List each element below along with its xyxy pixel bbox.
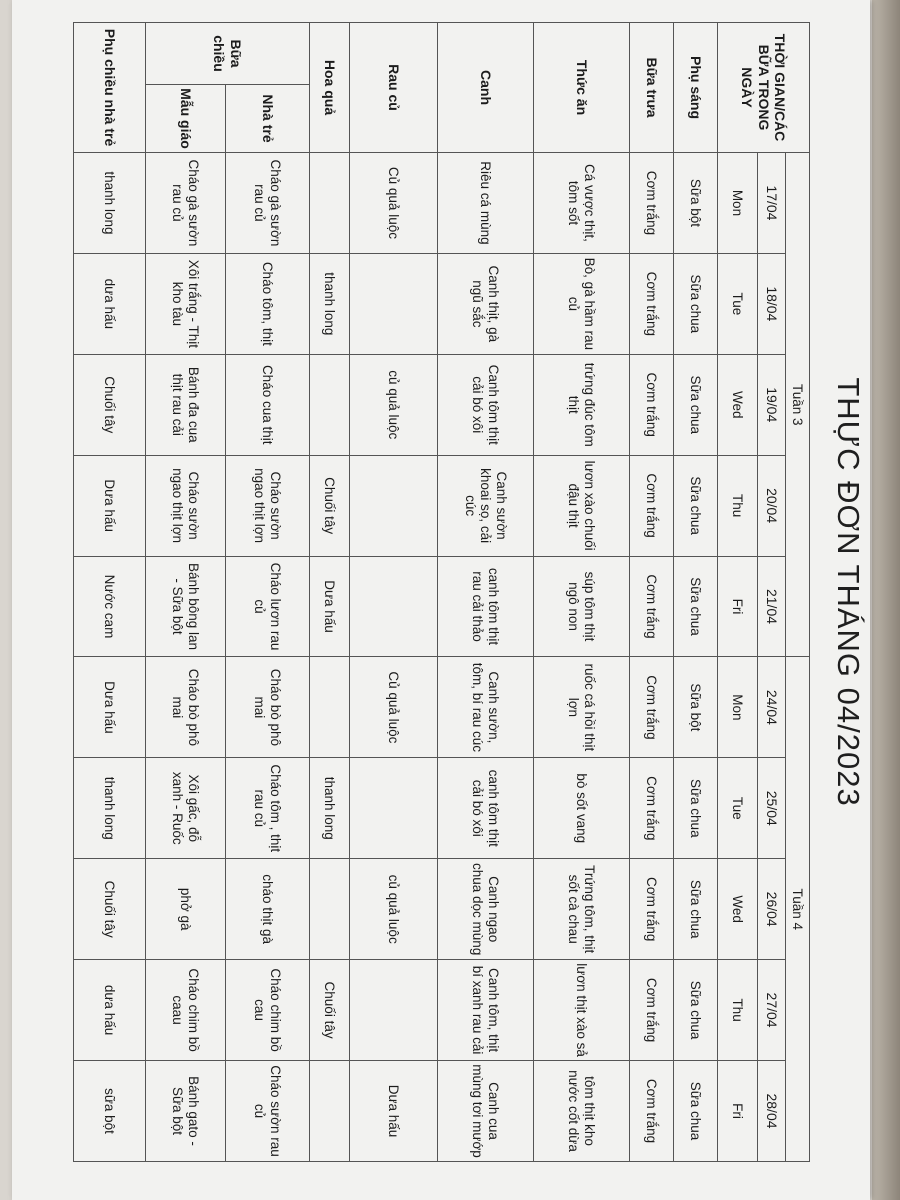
menu-cell: Canh thịt, gà ngũ sắc <box>438 253 534 354</box>
menu-cell <box>310 1061 350 1162</box>
menu-cell <box>350 556 438 657</box>
menu-cell: Sữa chua <box>674 354 718 455</box>
menu-cell: Cháo cua thịt <box>226 354 310 455</box>
date-cell: 27/04 <box>758 960 786 1061</box>
menu-cell: Sữa chua <box>674 253 718 354</box>
date-cell: 17/04 <box>758 153 786 254</box>
hoa-qua-row <box>310 23 350 1162</box>
menu-cell: Cháo sườn rau củ <box>226 1061 310 1162</box>
menu-cell: Bánh đa cua thịt rau cải <box>146 354 226 455</box>
menu-cell: Sữa chua <box>674 859 718 960</box>
menu-cell: sữa bột <box>74 1061 146 1162</box>
date-cell: 24/04 <box>758 657 786 758</box>
menu-cell: phở gà <box>146 859 226 960</box>
menu-cell: Cơm trắng <box>630 960 674 1061</box>
menu-cell: lươn thịt xào sả <box>534 960 630 1061</box>
menu-cell: Cháo chim bồ cau <box>226 960 310 1061</box>
menu-cell: Sữa bột <box>674 153 718 254</box>
menu-cell: Canh ngao chua dọc mùng <box>438 859 534 960</box>
menu-cell: Cơm trắng <box>630 153 674 254</box>
row-label-bua-chieu: Bữa chiều <box>146 23 310 85</box>
day-cell: Tue <box>718 758 758 859</box>
menu-cell: thanh long <box>310 253 350 354</box>
menu-cell: Cháo gà sườn rau củ <box>146 153 226 254</box>
menu-cell: súp tôm thịt ngô non <box>534 556 630 657</box>
menu-cell: thanh long <box>310 758 350 859</box>
menu-cell <box>350 758 438 859</box>
corner-header: THỜI GIAN/CÁC BỮA TRONG NGÀY <box>718 23 810 153</box>
menu-cell: lươn xào chuối đậu thịt <box>534 455 630 556</box>
menu-cell: Sữa chua <box>674 455 718 556</box>
menu-cell: Cháo lươn rau củ <box>226 556 310 657</box>
menu-cell: Bánh bông lan - Sữa bột <box>146 556 226 657</box>
menu-cell: Sữa bột <box>674 657 718 758</box>
menu-cell <box>350 960 438 1061</box>
menu-cell: Sữa chua <box>674 758 718 859</box>
menu-cell <box>350 455 438 556</box>
week-header-row <box>786 23 810 1162</box>
menu-cell: Cơm trắng <box>630 657 674 758</box>
menu-cell: Dưa hấu <box>74 657 146 758</box>
menu-cell <box>310 153 350 254</box>
menu-cell: Cháo bò phô mai <box>226 657 310 758</box>
menu-cell: Sữa chua <box>674 960 718 1061</box>
day-cell: Wed <box>718 354 758 455</box>
menu-cell: Chuối tây <box>74 859 146 960</box>
menu-cell: Bò, gà hầm rau củ <box>534 253 630 354</box>
menu-paper <box>12 0 870 1200</box>
menu-cell: Xôi trắng - Thịt kho tàu <box>146 253 226 354</box>
date-cell: 26/04 <box>758 859 786 960</box>
row-label-rau-cu: Rau củ <box>350 23 438 153</box>
menu-cell: Cháo chim bồ caau <box>146 960 226 1061</box>
menu-cell: Nước cam <box>74 556 146 657</box>
menu-cell: Chuối tây <box>310 960 350 1061</box>
menu-cell: Cháo tôm, thịt <box>226 253 310 354</box>
menu-cell: Canh sườn khoai sọ, cải cúc <box>438 455 534 556</box>
menu-cell: Canh tôm thịt cải bó xôi <box>438 354 534 455</box>
day-cell: Thu <box>718 455 758 556</box>
menu-table <box>73 22 810 1162</box>
menu-cell: củ quả luộc <box>350 354 438 455</box>
notebook-edge <box>872 0 900 1200</box>
date-cell: 18/04 <box>758 253 786 354</box>
menu-cell: Dưa hấu <box>350 1061 438 1162</box>
menu-cell: Cơm trắng <box>630 1061 674 1162</box>
menu-cell: Canh sườn, tôm, bí rau cúc <box>438 657 534 758</box>
menu-cell: dưa hấu <box>74 253 146 354</box>
bua-trua-row <box>630 23 674 1162</box>
menu-cell: Sữa chua <box>674 556 718 657</box>
menu-cell: tôm thịt kho nước cốt dừa <box>534 1061 630 1162</box>
menu-cell: Chuối tây <box>310 455 350 556</box>
menu-cell: ruốc cá hồi thịt lợn <box>534 657 630 758</box>
row-label-phu-sang: Phụ sáng <box>674 23 718 153</box>
date-cell: 21/04 <box>758 556 786 657</box>
menu-cell: Cơm trắng <box>630 354 674 455</box>
row-label-canh: Canh <box>438 23 534 153</box>
menu-cell: Chuối tây <box>74 354 146 455</box>
rau-cu-row <box>350 23 438 1162</box>
menu-cell: dưa hấu <box>74 960 146 1061</box>
menu-cell: Sữa chua <box>674 1061 718 1162</box>
menu-cell: Dưa hấu <box>74 455 146 556</box>
menu-cell: củ quả luộc <box>350 859 438 960</box>
menu-cell: Cháo bò phô mai <box>146 657 226 758</box>
row-label-thuc-an: Thức ăn <box>534 23 630 153</box>
menu-cell: Củ quả luộc <box>350 657 438 758</box>
day-cell: Wed <box>718 859 758 960</box>
mau-giao-row <box>146 23 226 1162</box>
date-cell: 28/04 <box>758 1061 786 1162</box>
day-cell: Mon <box>718 657 758 758</box>
canh-row <box>438 23 534 1162</box>
day-cell: Mon <box>718 153 758 254</box>
week-4-header: Tuần 4 <box>786 657 810 1162</box>
date-row <box>758 23 786 1162</box>
row-label-phu-chieu: Phụ chiều nhà trẻ <box>74 23 146 153</box>
menu-cell: Cơm trắng <box>630 758 674 859</box>
date-cell: 19/04 <box>758 354 786 455</box>
phu-chieu-row <box>74 23 146 1162</box>
phu-sang-row <box>674 23 718 1162</box>
menu-cell: Dưa hấu <box>310 556 350 657</box>
row-label-bua-trua: Bữa trưa <box>630 23 674 153</box>
nha-tre-row <box>226 23 310 1162</box>
menu-cell: bò sốt vang <box>534 758 630 859</box>
menu-cell: thanh long <box>74 153 146 254</box>
menu-cell: Cơm trắng <box>630 253 674 354</box>
day-row <box>718 23 758 1162</box>
thuc-an-row <box>534 23 630 1162</box>
menu-cell: Trứng tôm, thịt sốt cà chau <box>534 859 630 960</box>
week-3-header: Tuần 3 <box>786 153 810 657</box>
menu-cell: Cá vược thịt, tôm sốt <box>534 153 630 254</box>
day-cell: Fri <box>718 1061 758 1162</box>
rotated-document <box>72 12 872 1172</box>
menu-cell: canh tôm thịt cải bó xôi <box>438 758 534 859</box>
menu-cell: Cháo gà sườn rau củ <box>226 153 310 254</box>
menu-cell: Canh cua mùng tơi mướp <box>438 1061 534 1162</box>
page-title: THỰC ĐƠN THÁNG 04/2023 <box>831 377 866 807</box>
date-cell: 25/04 <box>758 758 786 859</box>
menu-cell <box>310 354 350 455</box>
row-label-nha-tre: Nhà trẻ <box>226 85 310 153</box>
menu-cell <box>350 253 438 354</box>
menu-cell: Riêu cá mùng <box>438 153 534 254</box>
date-cell: 20/04 <box>758 455 786 556</box>
menu-cell: Cơm trắng <box>630 859 674 960</box>
row-label-mau-giao: Mẫu giáo <box>146 85 226 153</box>
menu-cell: canh tôm thịt rau cải thảo <box>438 556 534 657</box>
day-cell: Thu <box>718 960 758 1061</box>
menu-cell: Bánh gato - Sữa bột <box>146 1061 226 1162</box>
menu-cell: Canh tôm, thịt bí xanh rau cải <box>438 960 534 1061</box>
menu-cell: Cơm trắng <box>630 455 674 556</box>
day-cell: Tue <box>718 253 758 354</box>
menu-cell <box>310 657 350 758</box>
menu-cell: Xôi gấc, đỗ xanh - Ruốc <box>146 758 226 859</box>
row-label-hoa-qua: Hoa quả <box>310 23 350 153</box>
menu-cell: Cơm trắng <box>630 556 674 657</box>
menu-cell: Cháo tôm , thịt rau củ <box>226 758 310 859</box>
day-cell: Fri <box>718 556 758 657</box>
menu-cell: Cháo sườn ngao thịt lợn <box>146 455 226 556</box>
menu-cell: Cháo sườn ngao thịt lợn <box>226 455 310 556</box>
menu-cell: Củ quả luộc <box>350 153 438 254</box>
menu-cell: cháo thịt gà <box>226 859 310 960</box>
menu-cell: thanh long <box>74 758 146 859</box>
menu-cell: trứng đúc tôm thịt <box>534 354 630 455</box>
menu-cell <box>310 859 350 960</box>
